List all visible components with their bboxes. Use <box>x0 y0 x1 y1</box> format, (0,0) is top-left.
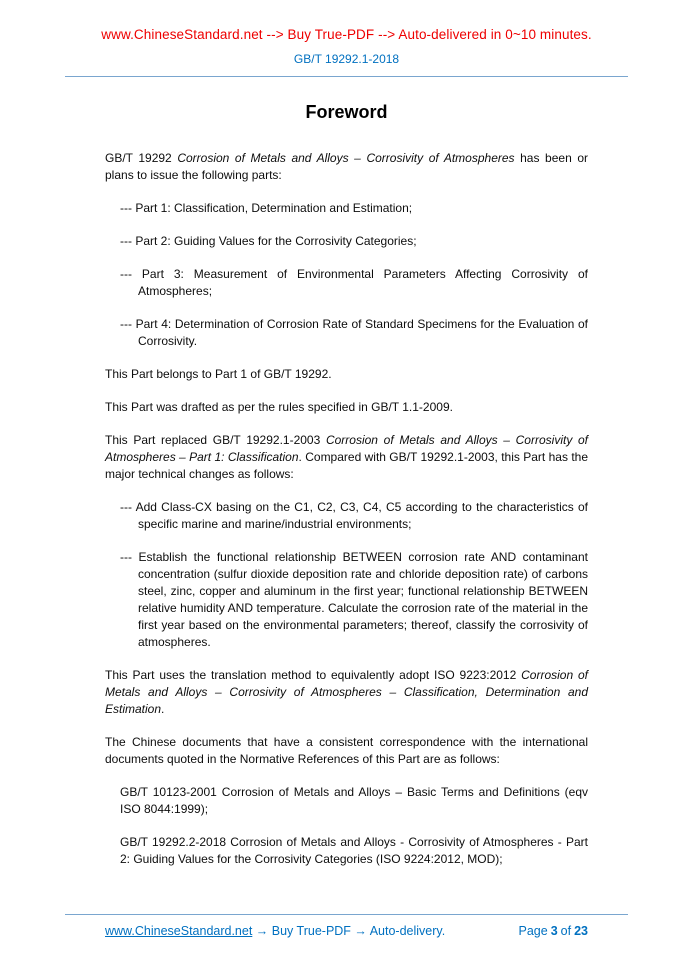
correspondence-paragraph: The Chinese documents that have a consistent correspondence with the international documents quoted in the Normative References of this Part are as follows: <box>105 735 588 766</box>
page-indicator <box>516 924 589 938</box>
text-run: This Part uses the translation method to equivalently adopt ISO 9223:2012 <box>105 668 522 682</box>
promo-banner-text: www.ChineseStandard.net --> Buy True-PDF --> Auto-delivered in 0~10 minutes. <box>101 27 592 42</box>
text-run-italic: Corrosion of Metals and Alloys – Corrosivity of Atmospheres – Part 1: Classification <box>105 433 588 464</box>
text-run-italic: Corrosion of Metals and Alloys – Corrosivity of Atmospheres <box>177 151 515 165</box>
footer-rest-text: → Buy True-PDF → Auto-delivery. <box>252 924 446 938</box>
text-run: . Compared with GB/T 19292.1-2003, this Part has the major technical changes as follows: <box>105 450 589 481</box>
footer-row <box>105 924 588 938</box>
intro-paragraph <box>105 150 588 184</box>
reference-item-2: GB/T 19292.2-2018 Corrosion of Metals and Alloys - Corrosivity of Atmospheres - Part 2: Guiding Values for the Corrosivity Categories (ISO 9224:2012, MOD); <box>120 835 588 866</box>
reference-item-1: GB/T 10123-2001 Corrosion of Metals and Alloys – Basic Terms and Definitions (eqv ISO 8044:1999); <box>120 785 588 816</box>
footer-site-link[interactable]: www.ChineseStandard.net <box>105 924 253 938</box>
adoption-paragraph <box>105 667 588 718</box>
belongs-paragraph: This Part belongs to Part 1 of GB/T 19292. <box>105 367 332 381</box>
text-run: This Part replaced GB/T 19292.1-2003 <box>105 433 326 447</box>
page-total: 23 <box>574 924 588 938</box>
page-footer <box>0 914 693 938</box>
parts-list-item-3: --- Part 3: Measurement of Environmental Parameters Affecting Corrosivity of Atmospheres; <box>120 267 588 298</box>
page-of: of <box>560 924 572 938</box>
footer-delivery-text <box>105 924 445 938</box>
doc-number: GB/T 19292.1-2018 <box>293 52 400 66</box>
page-header <box>0 0 693 77</box>
changes-list-item-1: --- Add Class-CX basing on the C1, C2, C3, C4, C5 according to the characteristics of specific marine and marine/industrial environments; <box>120 500 588 531</box>
parts-list-item-4: --- Part 4: Determination of Corrosion Rate of Standard Specimens for the Evaluation of Corrosivity. <box>120 317 588 348</box>
parts-list-item-1: --- Part 1: Classification, Determination and Estimation; <box>120 201 413 215</box>
header-divider <box>65 76 628 77</box>
text-run: . <box>161 702 165 716</box>
text-run-italic: Corrosion of Metals and Alloys – Corrosivity of Atmospheres – Classification, Determination and Estimation <box>105 668 588 716</box>
text-run: GB/T 19292 <box>105 151 178 165</box>
drafted-paragraph: This Part was drafted as per the rules specified in GB/T 1.1-2009. <box>105 400 453 414</box>
replaced-paragraph <box>105 432 588 483</box>
page-title: Foreword <box>305 102 388 122</box>
parts-list-item-2: --- Part 2: Guiding Values for the Corrosivity Categories; <box>120 234 417 248</box>
text-run: has been or plans to issue the following parts: <box>105 151 589 182</box>
footer-divider <box>65 914 628 915</box>
page-label: Page <box>518 924 548 938</box>
document-body <box>105 102 588 868</box>
page-current: 3 <box>550 924 558 938</box>
changes-list-item-2: --- Establish the functional relationship BETWEEN corrosion rate AND contaminant concentration (sulfur dioxide deposition rate and chloride deposition rate) of carbons steel, zinc, copper and aluminum in the first year; functional relationship BETWEEN relative humidity AND temperature. Calculate the corrosion rate of the material in the first year based on the environmental parameters; thereof, classify the corrosivity of atmospheres. <box>120 550 588 649</box>
